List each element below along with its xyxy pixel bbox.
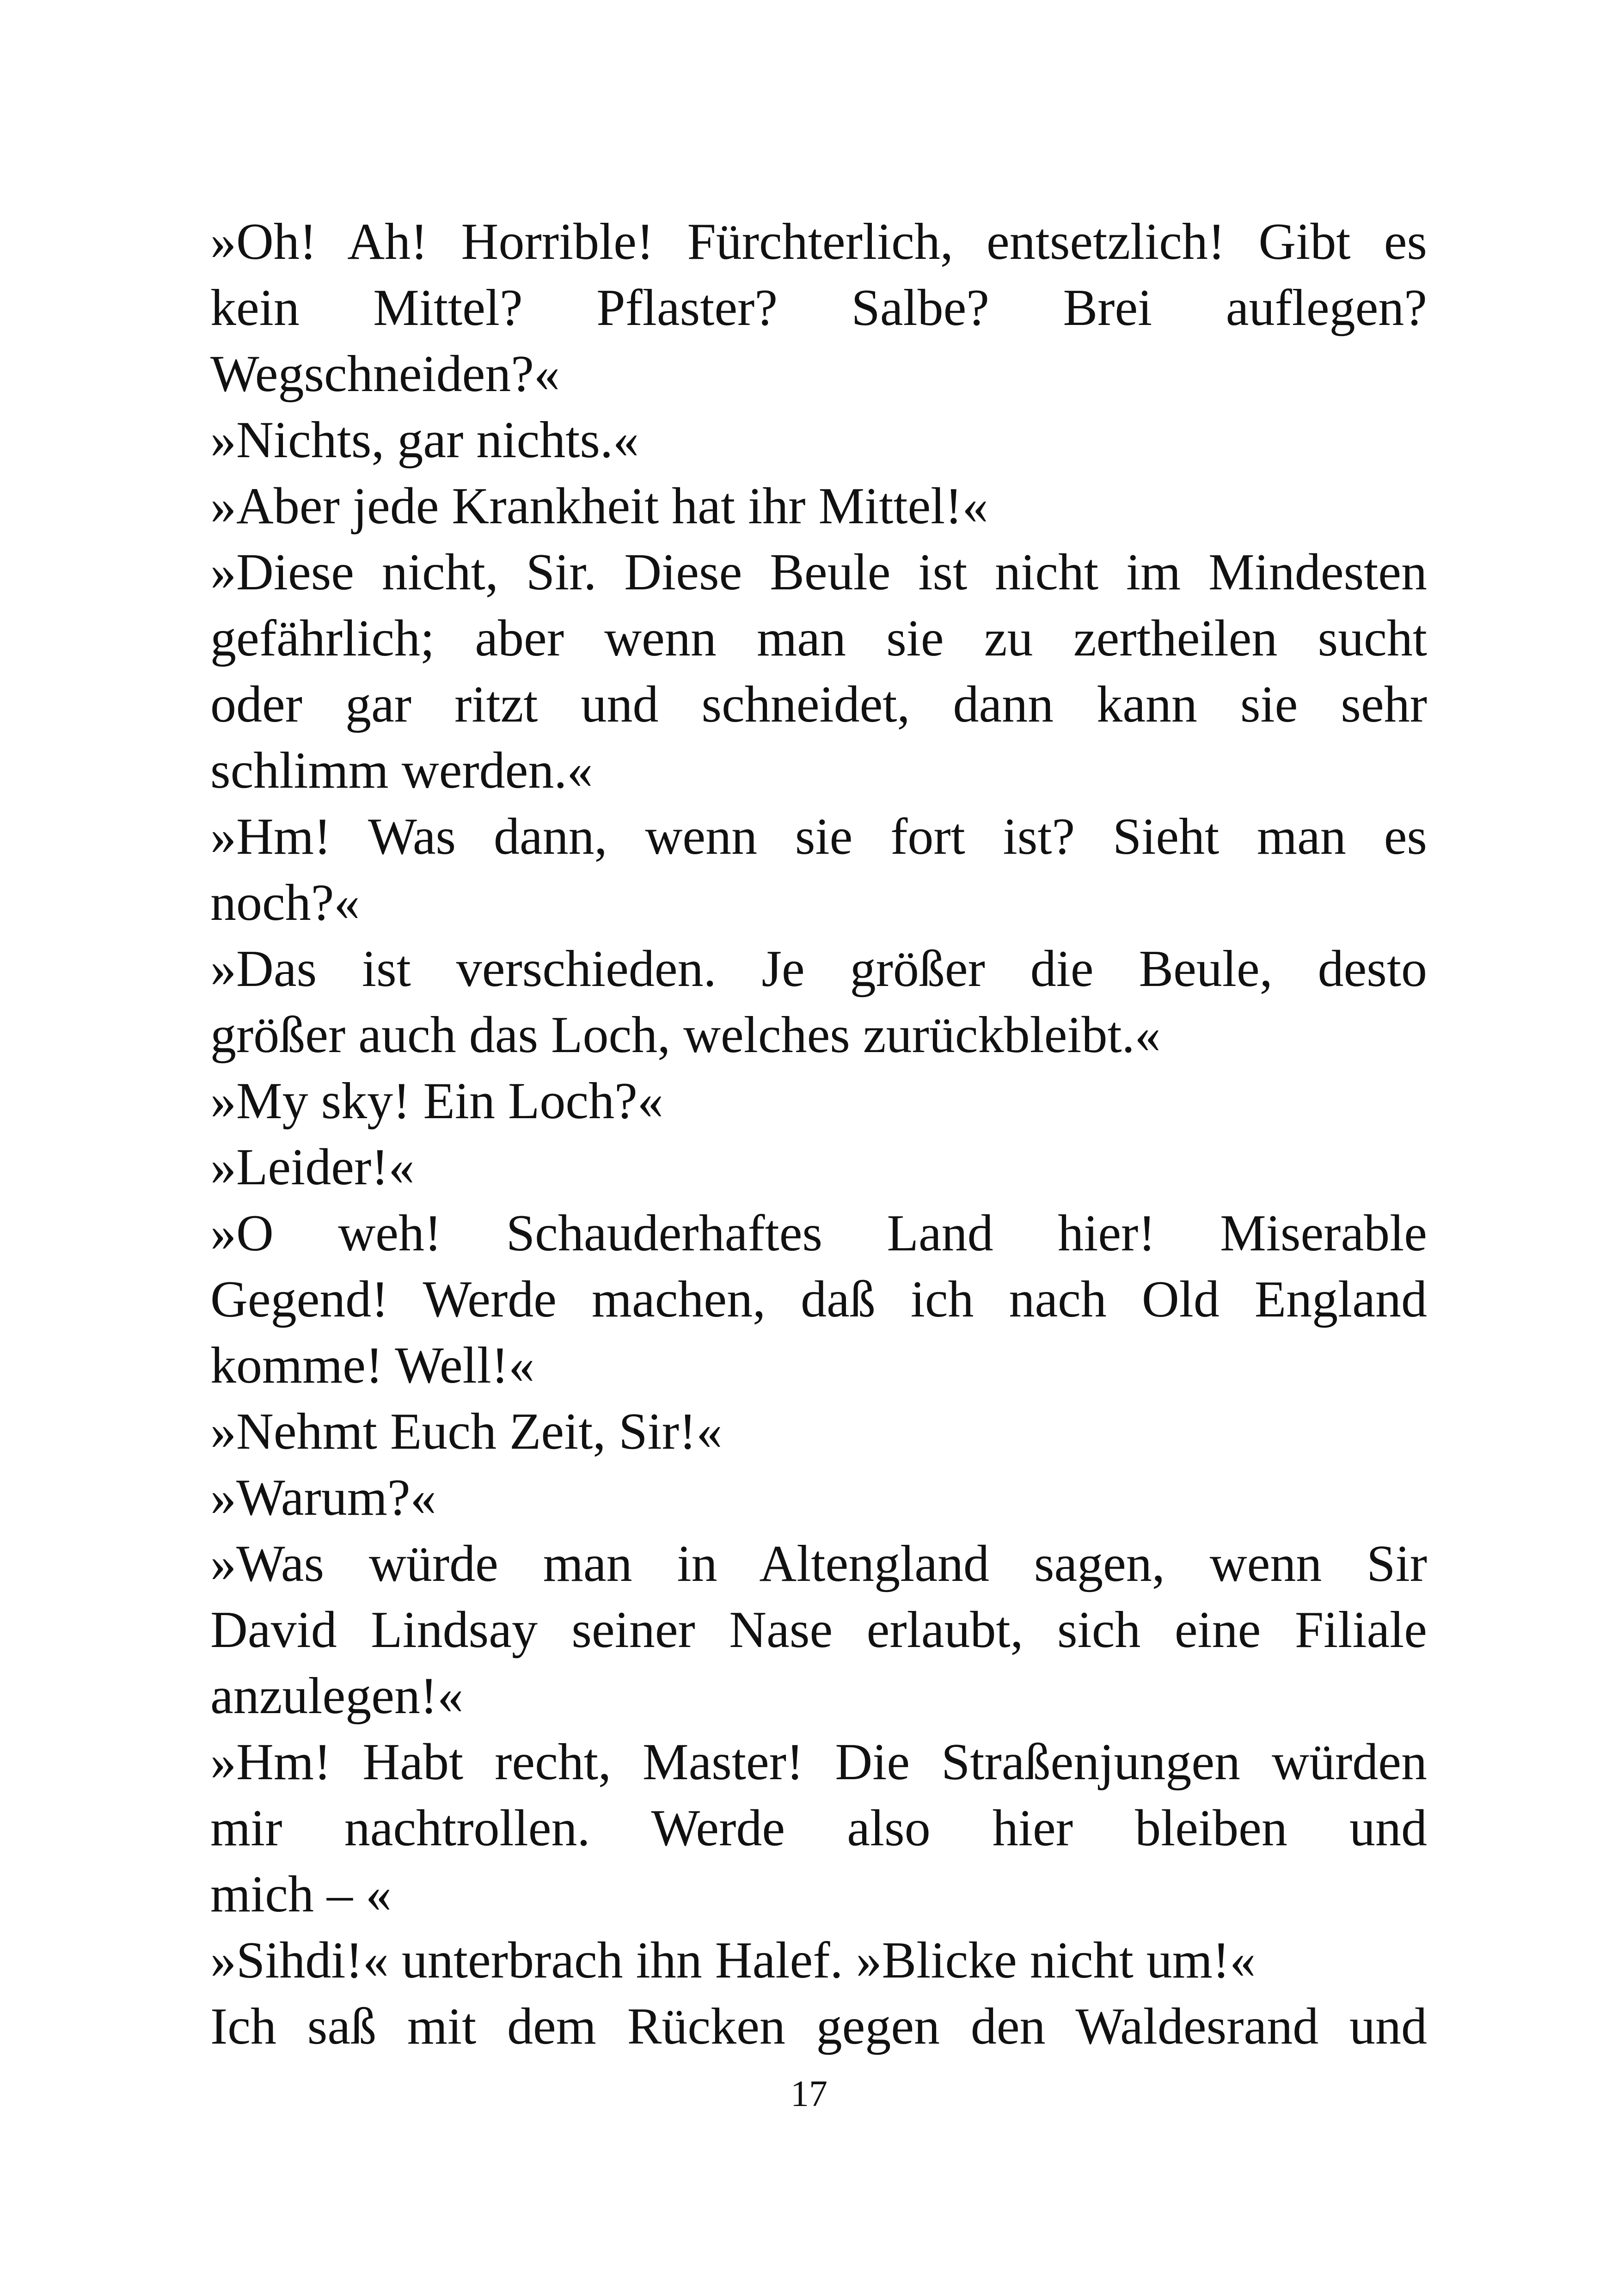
text-line: »Das ist verschieden. Je größer die Beule, desto	[210, 940, 1427, 998]
text-line: schlimm werden.«	[210, 742, 593, 799]
text-line: oder gar ritzt und schneidet, dann kann sie sehr	[210, 676, 1427, 733]
text-line: anzulegen!«	[210, 1667, 464, 1725]
page-number: 17	[791, 2074, 827, 2114]
text-line: mir nachtrollen. Werde also hier bleiben und	[210, 1800, 1427, 1857]
text-line: »Diese nicht, Sir. Diese Beule ist nicht im Mindesten	[210, 544, 1427, 601]
text-line: kein Mittel? Pflaster? Salbe? Brei auflegen?	[210, 279, 1427, 337]
text-line: Gegend! Werde machen, daß ich nach Old England	[210, 1271, 1427, 1328]
text-line: noch?«	[210, 874, 360, 931]
text-line: »Leider!«	[210, 1139, 415, 1196]
text-line: »Warum?«	[210, 1469, 436, 1526]
text-line: »Oh! Ah! Horrible! Fürchterlich, entsetzlich! Gibt es	[210, 213, 1427, 270]
text-line: »O weh! Schauderhaftes Land hier! Miserable	[210, 1205, 1427, 1262]
text-line: gefährlich; aber wenn man sie zu zertheilen sucht	[210, 610, 1427, 667]
text-line: »Nehmt Euch Zeit, Sir!«	[210, 1403, 723, 1460]
text-line: »Nichts, gar nichts.«	[210, 411, 639, 469]
text-line: »My sky! Ein Loch?«	[210, 1072, 663, 1130]
text-line: »Was würde man in Altengland sagen, wenn Sir	[210, 1535, 1427, 1592]
text-line: größer auch das Loch, welches zurückbleibt.«	[210, 1006, 1161, 1064]
text-line: komme! Well!«	[210, 1337, 535, 1394]
text-line: Ich saß mit dem Rücken gegen den Waldesrand und	[210, 1998, 1427, 2055]
text-line: »Aber jede Krankheit hat ihr Mittel!«	[210, 478, 988, 535]
text-line: »Hm! Was dann, wenn sie fort ist? Sieht man es	[210, 808, 1427, 865]
text-line: Wegschneiden?«	[210, 345, 560, 403]
text-line: »Hm! Habt recht, Master! Die Straßenjungen würden	[210, 1733, 1427, 1791]
text-line: David Lindsay seiner Nase erlaubt, sich eine Filiale	[210, 1601, 1427, 1659]
text-line: mich – «	[210, 1866, 392, 1923]
body-text	[210, 209, 1427, 2060]
text-line: »Sihdi!« unterbrach ihn Halef. »Blicke nicht um!«	[210, 1932, 1256, 1989]
